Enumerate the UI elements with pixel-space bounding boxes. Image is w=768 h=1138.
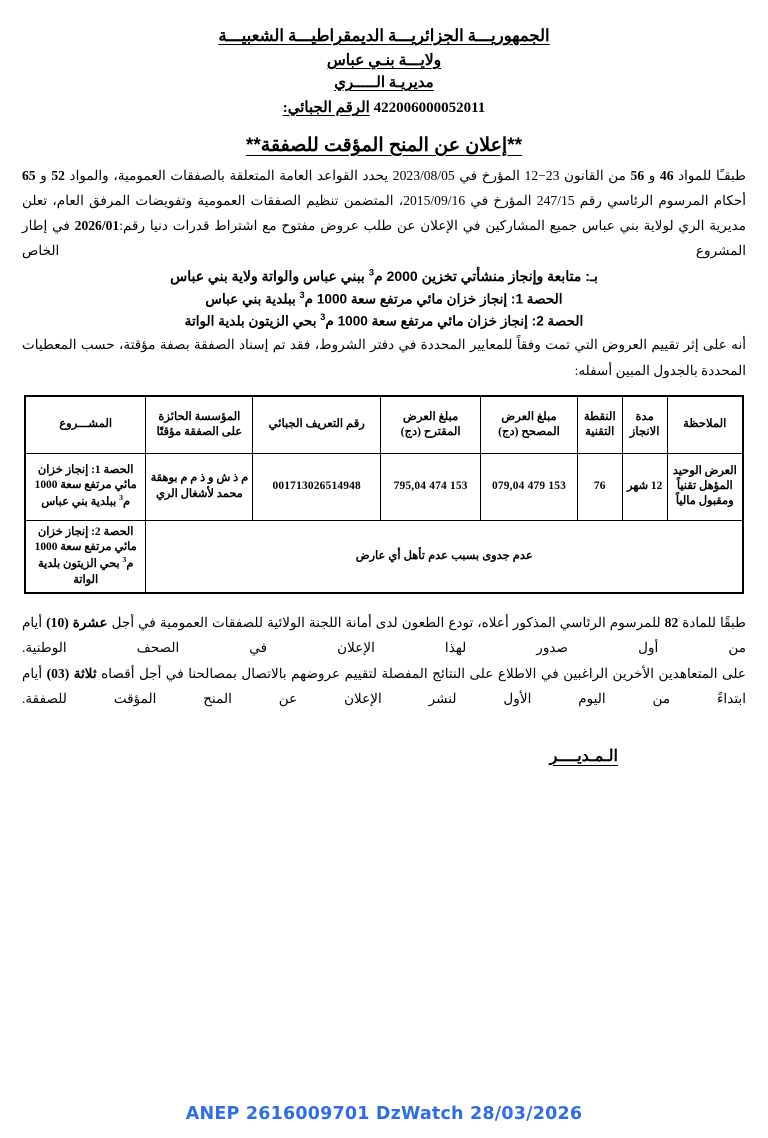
cell-technical-score: 76 [577,453,622,520]
project-label: بـ: [585,268,598,285]
signature-title: الـمـديــــر [549,747,618,765]
tax-number-value: 422006000052011 [373,100,486,117]
column-header-duration: مدة الانجاز [622,396,667,454]
page-title-text: **إعلان عن المنح المؤقت للصفقة** [245,134,523,156]
column-header-company: المؤسسة الحائزة على الصفقة مؤقتًا [146,396,253,454]
cell-duration: 12 شهر [622,453,667,520]
cell-corrected-amount: 153 479 079,04 [481,453,578,520]
anep-footer: ANEP 2616009701 DzWatch 28/03/2026 [185,1104,583,1124]
intro-paragraph-2: أنه على إثر تقييم العروض التي تمت وفقاً للمعايير المحددة في دفتر الشروط، فقد تم إسناد الصفقة بصفة مؤقتة، حسب المعطيات المحددة بالجدول المبين أسفله: [22,337,746,378]
directorate-heading-text: مديريـة الـــــري [334,75,434,92]
cell-infructuous-note: عدم جدوى بسبب عدم تأهل أي عارض [146,520,743,593]
column-header-project: المشـــروع [25,396,146,454]
lot-2-line: الحصة 2: إنجاز خزان مائي مرتفع سعة 1000 م$^3$ بحي الزيتون بلدية الواتة [184,312,584,329]
column-header-proposed-amount: مبلغ العرض المقترح (دج) [381,396,481,454]
table-header-row [25,396,743,454]
table-row [25,520,743,593]
table-row [25,453,743,520]
directorate-heading [0,73,768,95]
project-title-text: متابعة وإنجاز منشأتي تخزين 2000 م$^3$ ببني عباس والواتة ولاية بني عباس [170,267,582,285]
column-header-corrected-amount: مبلغ العرض المصحح (دج) [481,396,578,454]
cell-project: الحصة 1: إنجاز خزان مائي مرتفع سعة 1000 م$^3$ ببلدية بني عباس [25,453,146,520]
award-table-body [25,453,743,593]
cell-project: الحصة 2: إنجاز خزان مائي مرتفع سعة 1000 م$^3$ بحي الزيتون بلدية الواتة [25,520,146,593]
closing-paragraph-2: على المتعاهدين الأخرين الراغبين في الاطلاع على النتائج المفصلة لتقييم عروضهم بالاتصال بمصالحنا في أجل أقصاه ثلاثة (03) أيام ابتداءً من اليوم الأول لنشر الإعلان عن المنح المؤقت للصفقة. [22,666,746,707]
intro-paragraph-1: طبقـًا للمواد 46 و 56 من القانون 23−12 المؤرخ في 2023/08/05 يحدد القواعد العامة المتعلقة بالصفقات العمومية، والمواد 52 و 65 أحكام المرسوم الرئاسي رقم 247/15 المؤرخ في 2015/09/16، المتضمن تنظيم الصفقات العمومية وتفويضات المرفق العام، تعلن مديرية الري لولاية بني عباس جميع المشاركين في الإعلان عن طلب عروض مفتوح مع اشتراط قدرات دنيا رقم:2026/01 في إطار المشروع الخاص [22,167,747,259]
cell-company: م ذ ش و ذ م م بوهقة محمد لأشغال الري [146,453,253,520]
cell-proposed-amount: 153 474 795,04 [381,453,481,520]
award-table-container [0,395,768,594]
project-title-line [22,265,746,287]
award-table-head [25,396,743,454]
column-header-technical-score: النقطة التقنية [577,396,622,454]
wilaya-heading [0,50,768,72]
cell-remark: العرض الوحيد المؤهل تقنياً ومقبول مالياً [667,453,743,520]
page-title [0,134,768,157]
signature-block [0,746,768,766]
republic-heading-text: الجمهوريـــة الجزائريـــة الديمقراطيـــة الشعبيـــة [218,26,550,45]
wilaya-heading-text: ولايـــة بنـي عباس [326,51,442,69]
column-header-remark: الملاحظة [667,396,743,454]
tax-number-label: الرقم الجبائي: [282,100,370,117]
cell-tax-id: 001713026514948 [253,453,381,520]
document-header [0,0,768,120]
award-table [24,395,744,594]
intro-section [0,163,768,383]
closing-section [0,610,768,712]
closing-paragraph-1: طبقًا للمادة 82 للمرسوم الرئاسي المذكور أعلاه، تودع الطعون لدى أمانة اللجنة الولائية للصفقات العمومية في أجل عشرة (10) أيام من أول صدور لهذا الإعلان في الصحف الوطنية. [22,615,746,656]
column-header-tax-id: رقم التعريف الجبائي [253,396,381,454]
republic-heading [0,24,768,48]
tax-number-line [0,98,768,120]
lot-1-line: الحصة 1: إنجاز خزان مائي مرتفع سعة 1000 م$^3$ ببلدية بني عباس [205,289,563,307]
